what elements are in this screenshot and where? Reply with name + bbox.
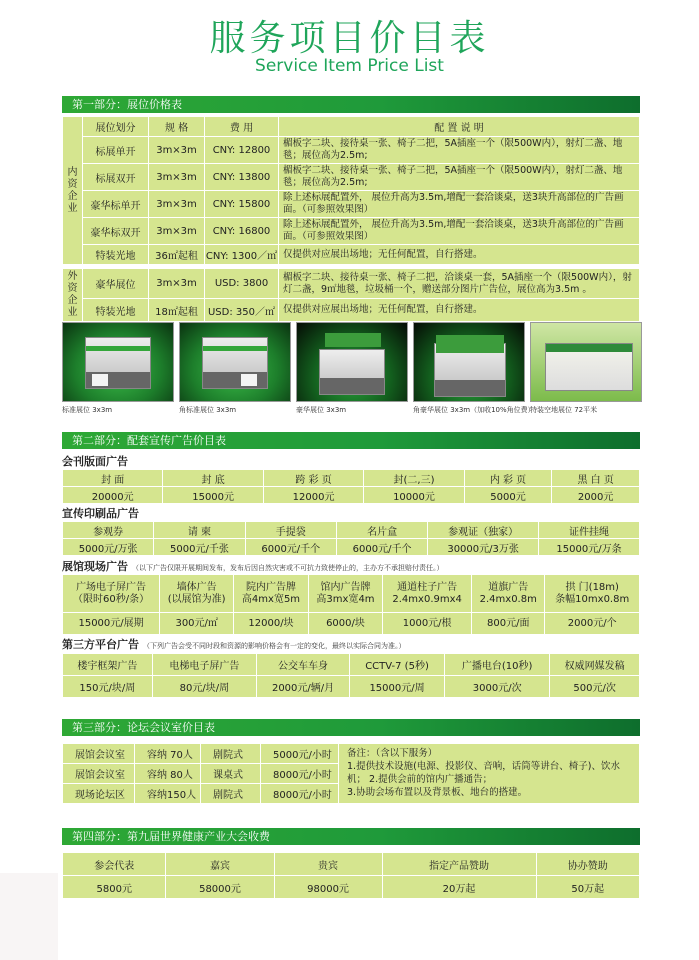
booth-photo-custom-space — [530, 322, 642, 402]
booth-photo-gallery — [62, 322, 642, 415]
header-cell: 封 底 — [163, 470, 263, 487]
header-cell: 指定产品赞助 — [382, 853, 536, 876]
booth-desc: 楣板字二块、接待桌一张、椅子二把，5A插座一个（限500W内），射灯二盏、地毯；展位高为2.5m; — [279, 164, 640, 191]
header-cell: 参观证（独家） — [428, 522, 539, 539]
header-cell — [308, 575, 383, 613]
table-header-row — [63, 575, 640, 613]
booth-type: 豪华展位 — [83, 269, 149, 299]
subheading-note: （以下广告仅限开展期间发布，发布后因自然灾害或不可抗力致使停止的，主办方不承担赔付责任。） — [132, 564, 444, 572]
subheading-text: 第三方平台广告 — [62, 638, 139, 651]
price-cell: 3000元/次 — [445, 676, 550, 698]
table-row — [63, 539, 640, 556]
table-row — [63, 299, 640, 322]
conference-fee-table — [62, 852, 640, 899]
room-capacity: 容纳 70人 — [135, 744, 201, 764]
photo-card — [413, 322, 535, 415]
price-cell: 58000元 — [166, 876, 274, 899]
section-header-part4: 第四部分：第九届世界健康产业大会收费 — [62, 828, 640, 845]
room-price: 8000元/小时 — [261, 784, 339, 804]
header-cell: 名片盒 — [336, 522, 427, 539]
room-style: 剧院式 — [201, 784, 261, 804]
subheading-venue — [62, 558, 444, 574]
table-row — [63, 164, 640, 191]
group-label-foreign: 外资企业 — [63, 269, 83, 322]
price-cell: 2000元 — [552, 487, 640, 504]
header-cell: 嘉宾 — [166, 853, 274, 876]
header-line: 2.4mx0.8m — [479, 593, 537, 605]
booth-price: USD: 3800 — [205, 269, 279, 299]
price-cell: 6000元/千个 — [336, 539, 427, 556]
price-cell: 150元/块/周 — [63, 676, 153, 698]
booth-spec: 3m×3m — [149, 218, 205, 245]
header-line: (以展馆为准) — [167, 593, 226, 605]
header-cell: 费 用 — [205, 117, 279, 137]
photo-caption: 标准展位 3x3m — [62, 406, 113, 414]
meeting-room-table — [62, 743, 640, 804]
table-row — [63, 487, 640, 504]
header-cell: 公交车车身 — [257, 654, 350, 676]
section-header-part3: 第三部分：论坛会议室价目表 — [62, 719, 640, 736]
price-cell: 15000元/展期 — [63, 613, 160, 635]
booth-type: 标展单开 — [83, 137, 149, 164]
room-style: 剧院式 — [201, 744, 261, 764]
booth-type: 特装光地 — [83, 299, 149, 322]
price-cell: 1000元/根 — [383, 613, 472, 635]
table-row — [63, 676, 640, 698]
header-line: 高4mx宽5m — [241, 593, 301, 605]
header-line: 道旗广告 — [488, 581, 529, 593]
room-capacity: 容纳150人 — [135, 784, 201, 804]
photo-card — [296, 322, 408, 415]
table-row — [63, 269, 640, 299]
header-line: 高3mx宽4m — [316, 593, 375, 605]
booth-spec: 18㎡起租 — [149, 299, 205, 322]
header-cell: 证件挂绳 — [538, 522, 639, 539]
page-subtitle: Service Item Price List — [255, 56, 444, 76]
table-header-row — [63, 522, 640, 539]
price-cell: 6000元/千个 — [245, 539, 336, 556]
group-label-domestic: 内资企业 — [63, 117, 83, 265]
header-cell: 参会代表 — [63, 853, 166, 876]
section-header-part1: 第一部分：展位价格表 — [62, 96, 640, 113]
booth-spec: 3m×3m — [149, 191, 205, 218]
header-cell: 封 面 — [63, 470, 163, 487]
header-cell: 权威网媒发稿 — [550, 654, 640, 676]
header-line: 院内广告牌 — [245, 581, 296, 593]
price-cell: 5000元 — [464, 487, 552, 504]
corner-shade — [0, 873, 58, 960]
meeting-notes — [339, 744, 640, 804]
table-row — [63, 613, 640, 635]
price-cell: 15000元/周 — [350, 676, 445, 698]
header-line: 通道柱子广告 — [397, 581, 458, 593]
price-cell: 12000/块 — [234, 613, 309, 635]
venue-ad-table — [62, 574, 640, 635]
header-cell: 黑 白 页 — [552, 470, 640, 487]
header-cell: 展位划分 — [83, 117, 149, 137]
table-row — [63, 137, 640, 164]
header-cell — [383, 575, 472, 613]
booth-desc: 除上述标展配置外， 展位升高为3.5m,增配一套洽谈桌，送3块升高部位的广告画面。（可参照效果图） — [279, 218, 640, 245]
booth-photo-standard — [62, 322, 174, 402]
room-name: 现场论坛区 — [63, 784, 135, 804]
booth-price: CNY: 15800 — [205, 191, 279, 218]
subheading-third-party — [62, 636, 406, 652]
price-cell: 30000元/3万张 — [428, 539, 539, 556]
subheading-journal: 会刊版面广告 — [62, 455, 128, 468]
photo-card — [530, 322, 642, 415]
price-cell: 20000元 — [63, 487, 163, 504]
table-row — [63, 191, 640, 218]
booth-spec: 3m×3m — [149, 269, 205, 299]
photo-caption: 豪华展位 3x3m — [296, 406, 347, 414]
table-row — [63, 876, 640, 899]
subheading-note: （下列广告会受不同时段和资源的影响价格会有一定的变化，最终以实际合同为准。） — [143, 642, 406, 650]
header-cell: 广播电台(10秒) — [445, 654, 550, 676]
table-row — [63, 245, 640, 265]
booth-type: 特装光地 — [83, 245, 149, 265]
price-cell: 98000元 — [274, 876, 382, 899]
header-cell: 电梯电子屏广告 — [152, 654, 256, 676]
price-cell: 5800元 — [63, 876, 166, 899]
table-row — [63, 744, 640, 764]
notes-line: 3.协助会场布置以及背景板、地台的搭建。 — [347, 787, 528, 798]
booth-desc: 除上述标展配置外， 展位升高为3.5m,增配一套洽谈桌，送3块升高部位的广告画面。（可参照效果图） — [279, 191, 640, 218]
subheading-text: 展馆现场广告 — [62, 560, 128, 573]
header-cell: 楼宇框架广告 — [63, 654, 153, 676]
header-cell: 封(二,三) — [364, 470, 464, 487]
booth-price: CNY: 16800 — [205, 218, 279, 245]
booth-desc: 楣板字二块、接待桌一张、椅子二把，洽谈桌一套，5A插座一个（限500W内），射灯二盏，9㎡地毯，垃圾桶一个，赠送部分图片广告位，展位高为3.5m 。 — [279, 269, 640, 299]
room-name: 展馆会议室 — [63, 764, 135, 784]
page-title: 服务项目价目表 — [209, 18, 490, 59]
table-header-row — [63, 654, 640, 676]
header-line: 馆内广告牌 — [320, 581, 371, 593]
price-cell: 50万起 — [536, 876, 640, 899]
booth-spec: 3m×3m — [149, 164, 205, 191]
booth-desc: 楣板字二块、接待桌一张、椅子二把，5A插座一个（限500W内），射灯二盏、地毯；展位高为2.5m; — [279, 137, 640, 164]
header-cell: 请 柬 — [154, 522, 245, 539]
header-cell: 内 彩 页 — [464, 470, 552, 487]
third-party-ad-table — [62, 653, 640, 698]
header-cell — [472, 575, 545, 613]
booth-desc: 仅提供对应展出场地；无任何配置，自行搭建。 — [279, 245, 640, 265]
photo-card — [62, 322, 174, 415]
room-name: 展馆会议室 — [63, 744, 135, 764]
header-cell: 参观券 — [63, 522, 154, 539]
booth-desc: 仅提供对应展出场地；无任何配置，自行搭建。 — [279, 299, 640, 322]
table-header-row — [63, 117, 640, 137]
section-header-part2: 第二部分：配套宣传广告价目表 — [62, 432, 640, 449]
subheading-print: 宣传印刷品广告 — [62, 507, 139, 520]
header-cell: 跨 彩 页 — [263, 470, 363, 487]
booth-photo-corner-deluxe — [413, 322, 525, 402]
price-cell: 800元/面 — [472, 613, 545, 635]
price-cell: 12000元 — [263, 487, 363, 504]
booth-price-table — [62, 116, 640, 322]
header-cell: 手提袋 — [245, 522, 336, 539]
price-cell: 6000/块 — [308, 613, 383, 635]
price-cell: 10000元 — [364, 487, 464, 504]
header-cell: 协办赞助 — [536, 853, 640, 876]
booth-price: USD: 350／㎡ — [205, 299, 279, 322]
header-cell — [63, 575, 160, 613]
header-line: （限时60秒/条） — [73, 593, 150, 605]
booth-price: CNY: 13800 — [205, 164, 279, 191]
price-cell: 20万起 — [382, 876, 536, 899]
header-line: 广场电子屏广告 — [76, 581, 147, 593]
price-cell: 300元/㎡ — [160, 613, 234, 635]
header-cell: 规 格 — [149, 117, 205, 137]
price-cell: 80元/块/周 — [152, 676, 256, 698]
header-line: 墙体广告 — [176, 581, 217, 593]
header-cell: CCTV-7 (5秒) — [350, 654, 445, 676]
price-cell: 15000元 — [163, 487, 263, 504]
table-header-row — [63, 853, 640, 876]
header-line: 2.4mx0.9mx4 — [392, 593, 462, 605]
booth-spec: 3m×3m — [149, 137, 205, 164]
header-cell: 贵宾 — [274, 853, 382, 876]
print-ad-table — [62, 521, 640, 556]
journal-ad-table — [62, 469, 640, 504]
header-cell — [234, 575, 309, 613]
header-cell — [160, 575, 234, 613]
photo-caption: 角豪华展位 3x3m（加收10%角位费） — [413, 406, 535, 414]
room-style: 课桌式 — [201, 764, 261, 784]
booth-type: 标展双开 — [83, 164, 149, 191]
room-price: 5000元/小时 — [261, 744, 339, 764]
notes-line: 备注：（含以下服务） — [347, 748, 438, 759]
booth-price: CNY: 12800 — [205, 137, 279, 164]
price-cell: 15000元/万条 — [538, 539, 639, 556]
booth-price: CNY: 1300／㎡ — [205, 245, 279, 265]
room-capacity: 容纳 80人 — [135, 764, 201, 784]
photo-caption: 特装空地展位 72平米 — [530, 406, 598, 414]
price-cell: 500元/次 — [550, 676, 640, 698]
price-cell: 2000元/个 — [545, 613, 640, 635]
booth-spec: 36㎡起租 — [149, 245, 205, 265]
booth-photo-deluxe — [296, 322, 408, 402]
booth-type: 豪华标单开 — [83, 191, 149, 218]
price-cell: 5000元/万张 — [63, 539, 154, 556]
price-cell: 5000元/千张 — [154, 539, 245, 556]
booth-photo-corner-standard — [179, 322, 291, 402]
header-cell: 配 置 说 明 — [279, 117, 640, 137]
header-line: 拱 门(18m) — [565, 581, 619, 593]
notes-line: 1.提供技术设施(电源、投影仪、音响，话筒等讲台、椅子)、饮水机； 2.提供会前的馆内广播通告； — [347, 761, 620, 785]
header-cell — [545, 575, 640, 613]
price-cell: 2000元/辆/月 — [257, 676, 350, 698]
table-row — [63, 218, 640, 245]
header-line: 条幅10mx0.8m — [555, 593, 630, 605]
room-price: 8000元/小时 — [261, 764, 339, 784]
booth-type: 豪华标双开 — [83, 218, 149, 245]
table-header-row — [63, 470, 640, 487]
photo-caption: 角标准展位 3x3m — [179, 406, 237, 414]
photo-card — [179, 322, 291, 415]
